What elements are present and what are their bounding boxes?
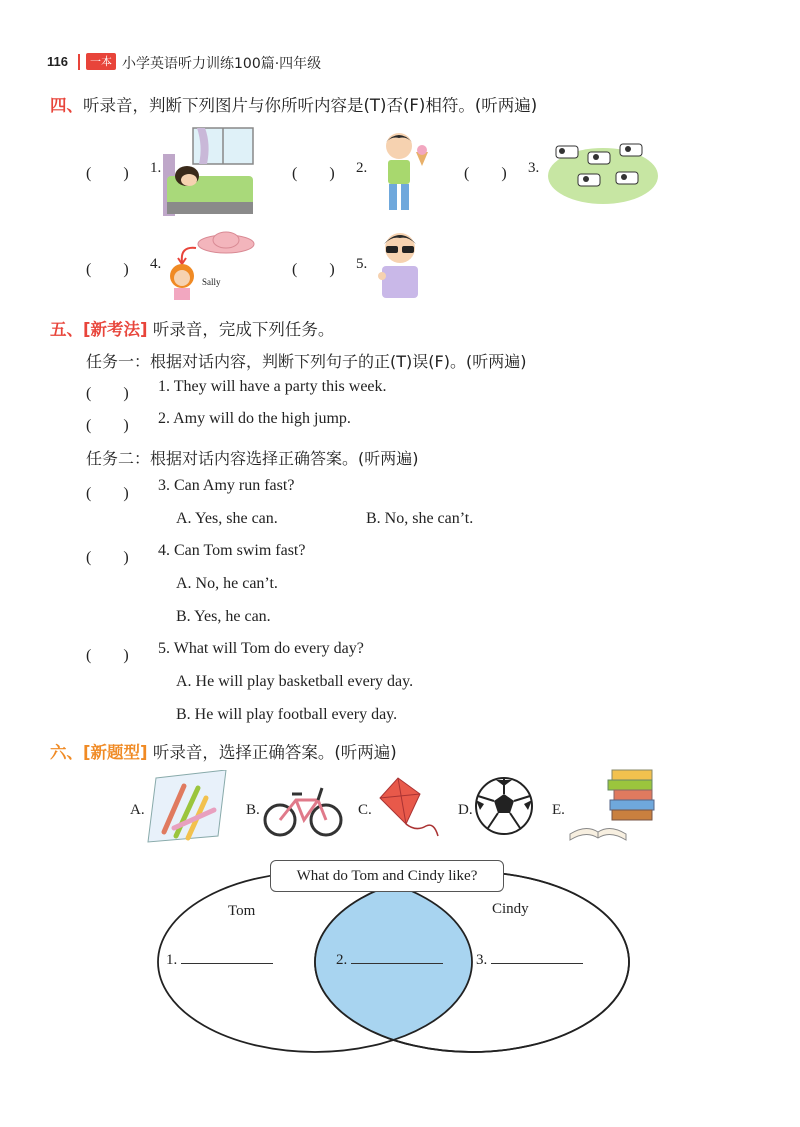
venn-label-cindy: Cindy — [492, 901, 529, 917]
section4-heading — [50, 92, 537, 116]
book-title: 小学英语听力训练100篇·四年级 — [122, 56, 322, 72]
section6-tag: [新题型] — [83, 743, 148, 762]
blank-1-line[interactable] — [181, 949, 273, 964]
answer-paren-q5[interactable]: ( ) — [86, 647, 129, 664]
option-label-a: A. — [130, 802, 145, 818]
section6-title: 听录音，选择正确答案。(听两遍) — [152, 743, 397, 762]
answer-paren-4[interactable]: ( ) — [86, 261, 129, 278]
boy-with-sunglasses-picture — [372, 226, 426, 298]
section6-number: 六、 — [50, 743, 83, 762]
blank-3-number: 3. — [476, 952, 488, 968]
question-5-option-a[interactable]: A. He will play basketball every day. — [176, 673, 414, 690]
answer-paren-q3[interactable]: ( ) — [86, 485, 129, 502]
header-divider — [78, 54, 80, 70]
question-3-option-b[interactable]: B. No, she can’t. — [366, 510, 474, 527]
section6-heading — [50, 739, 397, 763]
question-4-option-b[interactable]: B. Yes, he can. — [176, 608, 271, 625]
answer-paren-5[interactable]: ( ) — [292, 261, 335, 278]
section4-title: 听录音，判断下列图片与你所听内容是(T)否(F)相符。(听两遍) — [83, 96, 538, 115]
sally-label: Sally — [202, 277, 221, 287]
section5-title: 听录音，完成下列任务。 — [152, 320, 335, 339]
section5-tag: [新考法] — [83, 320, 148, 339]
question-5: 5. What will Tom do every day? — [158, 640, 364, 657]
statement-2: 2. Amy will do the high jump. — [158, 410, 351, 427]
cows-picture — [548, 136, 658, 206]
question-bubble: What do Tom and Cindy like? — [270, 860, 504, 892]
answer-paren-t2[interactable]: ( ) — [86, 417, 129, 434]
answer-paren-q4[interactable]: ( ) — [86, 549, 129, 566]
option-label-e: E. — [552, 802, 565, 818]
answer-paren-t1[interactable]: ( ) — [86, 385, 129, 402]
kite-picture — [376, 776, 442, 840]
football-picture — [474, 776, 536, 836]
page-number: 116 — [47, 54, 68, 69]
sleeping-in-bed-picture — [163, 126, 255, 216]
blank-2-line[interactable] — [351, 949, 443, 964]
girl-and-hat-picture — [164, 228, 256, 300]
brand-badge: 一本 — [86, 53, 116, 70]
section4-number: 四、 — [50, 96, 83, 115]
blank-3-line[interactable] — [491, 949, 583, 964]
blank-1-number: 1. — [166, 952, 178, 968]
blank-2-number: 2. — [336, 952, 348, 968]
answer-paren-1[interactable]: ( ) — [86, 165, 129, 182]
question-4: 4. Can Tom swim fast? — [158, 542, 306, 559]
picture-label-2: 2. — [356, 160, 368, 176]
boy-with-ice-cream-picture — [372, 130, 430, 216]
task1-instruction: 任务一：根据对话内容，判断下列句子的正(T)误(F)。(听两遍) — [86, 352, 527, 371]
question-4-option-a[interactable]: A. No, he can’t. — [176, 575, 278, 592]
blank-1[interactable] — [166, 949, 273, 969]
statement-1: 1. They will have a party this week. — [158, 378, 387, 395]
question-3-option-a[interactable]: A. Yes, she can. — [176, 510, 278, 527]
books-picture — [568, 768, 660, 842]
option-label-c: C. — [358, 802, 372, 818]
answer-paren-2[interactable]: ( ) — [292, 165, 335, 182]
picture-label-3: 3. — [528, 160, 540, 176]
picture-label-1: 1. — [150, 160, 162, 176]
picture-label-5: 5. — [356, 256, 368, 272]
blank-2[interactable] — [336, 949, 443, 969]
question-3: 3. Can Amy run fast? — [158, 477, 295, 494]
task2-instruction: 任务二：根据对话内容选择正确答案。(听两遍) — [86, 449, 419, 468]
option-label-b: B. — [246, 802, 260, 818]
option-label-d: D. — [458, 802, 473, 818]
section5-number: 五、 — [50, 320, 83, 339]
blank-3[interactable] — [476, 949, 583, 969]
pens-picture — [146, 770, 228, 846]
venn-label-tom: Tom — [228, 903, 256, 919]
question-5-option-b[interactable]: B. He will play football every day. — [176, 706, 398, 723]
bike-picture — [262, 780, 344, 838]
answer-paren-3[interactable]: ( ) — [464, 165, 507, 182]
section5-heading — [50, 316, 334, 340]
picture-label-4: 4. — [150, 256, 162, 272]
